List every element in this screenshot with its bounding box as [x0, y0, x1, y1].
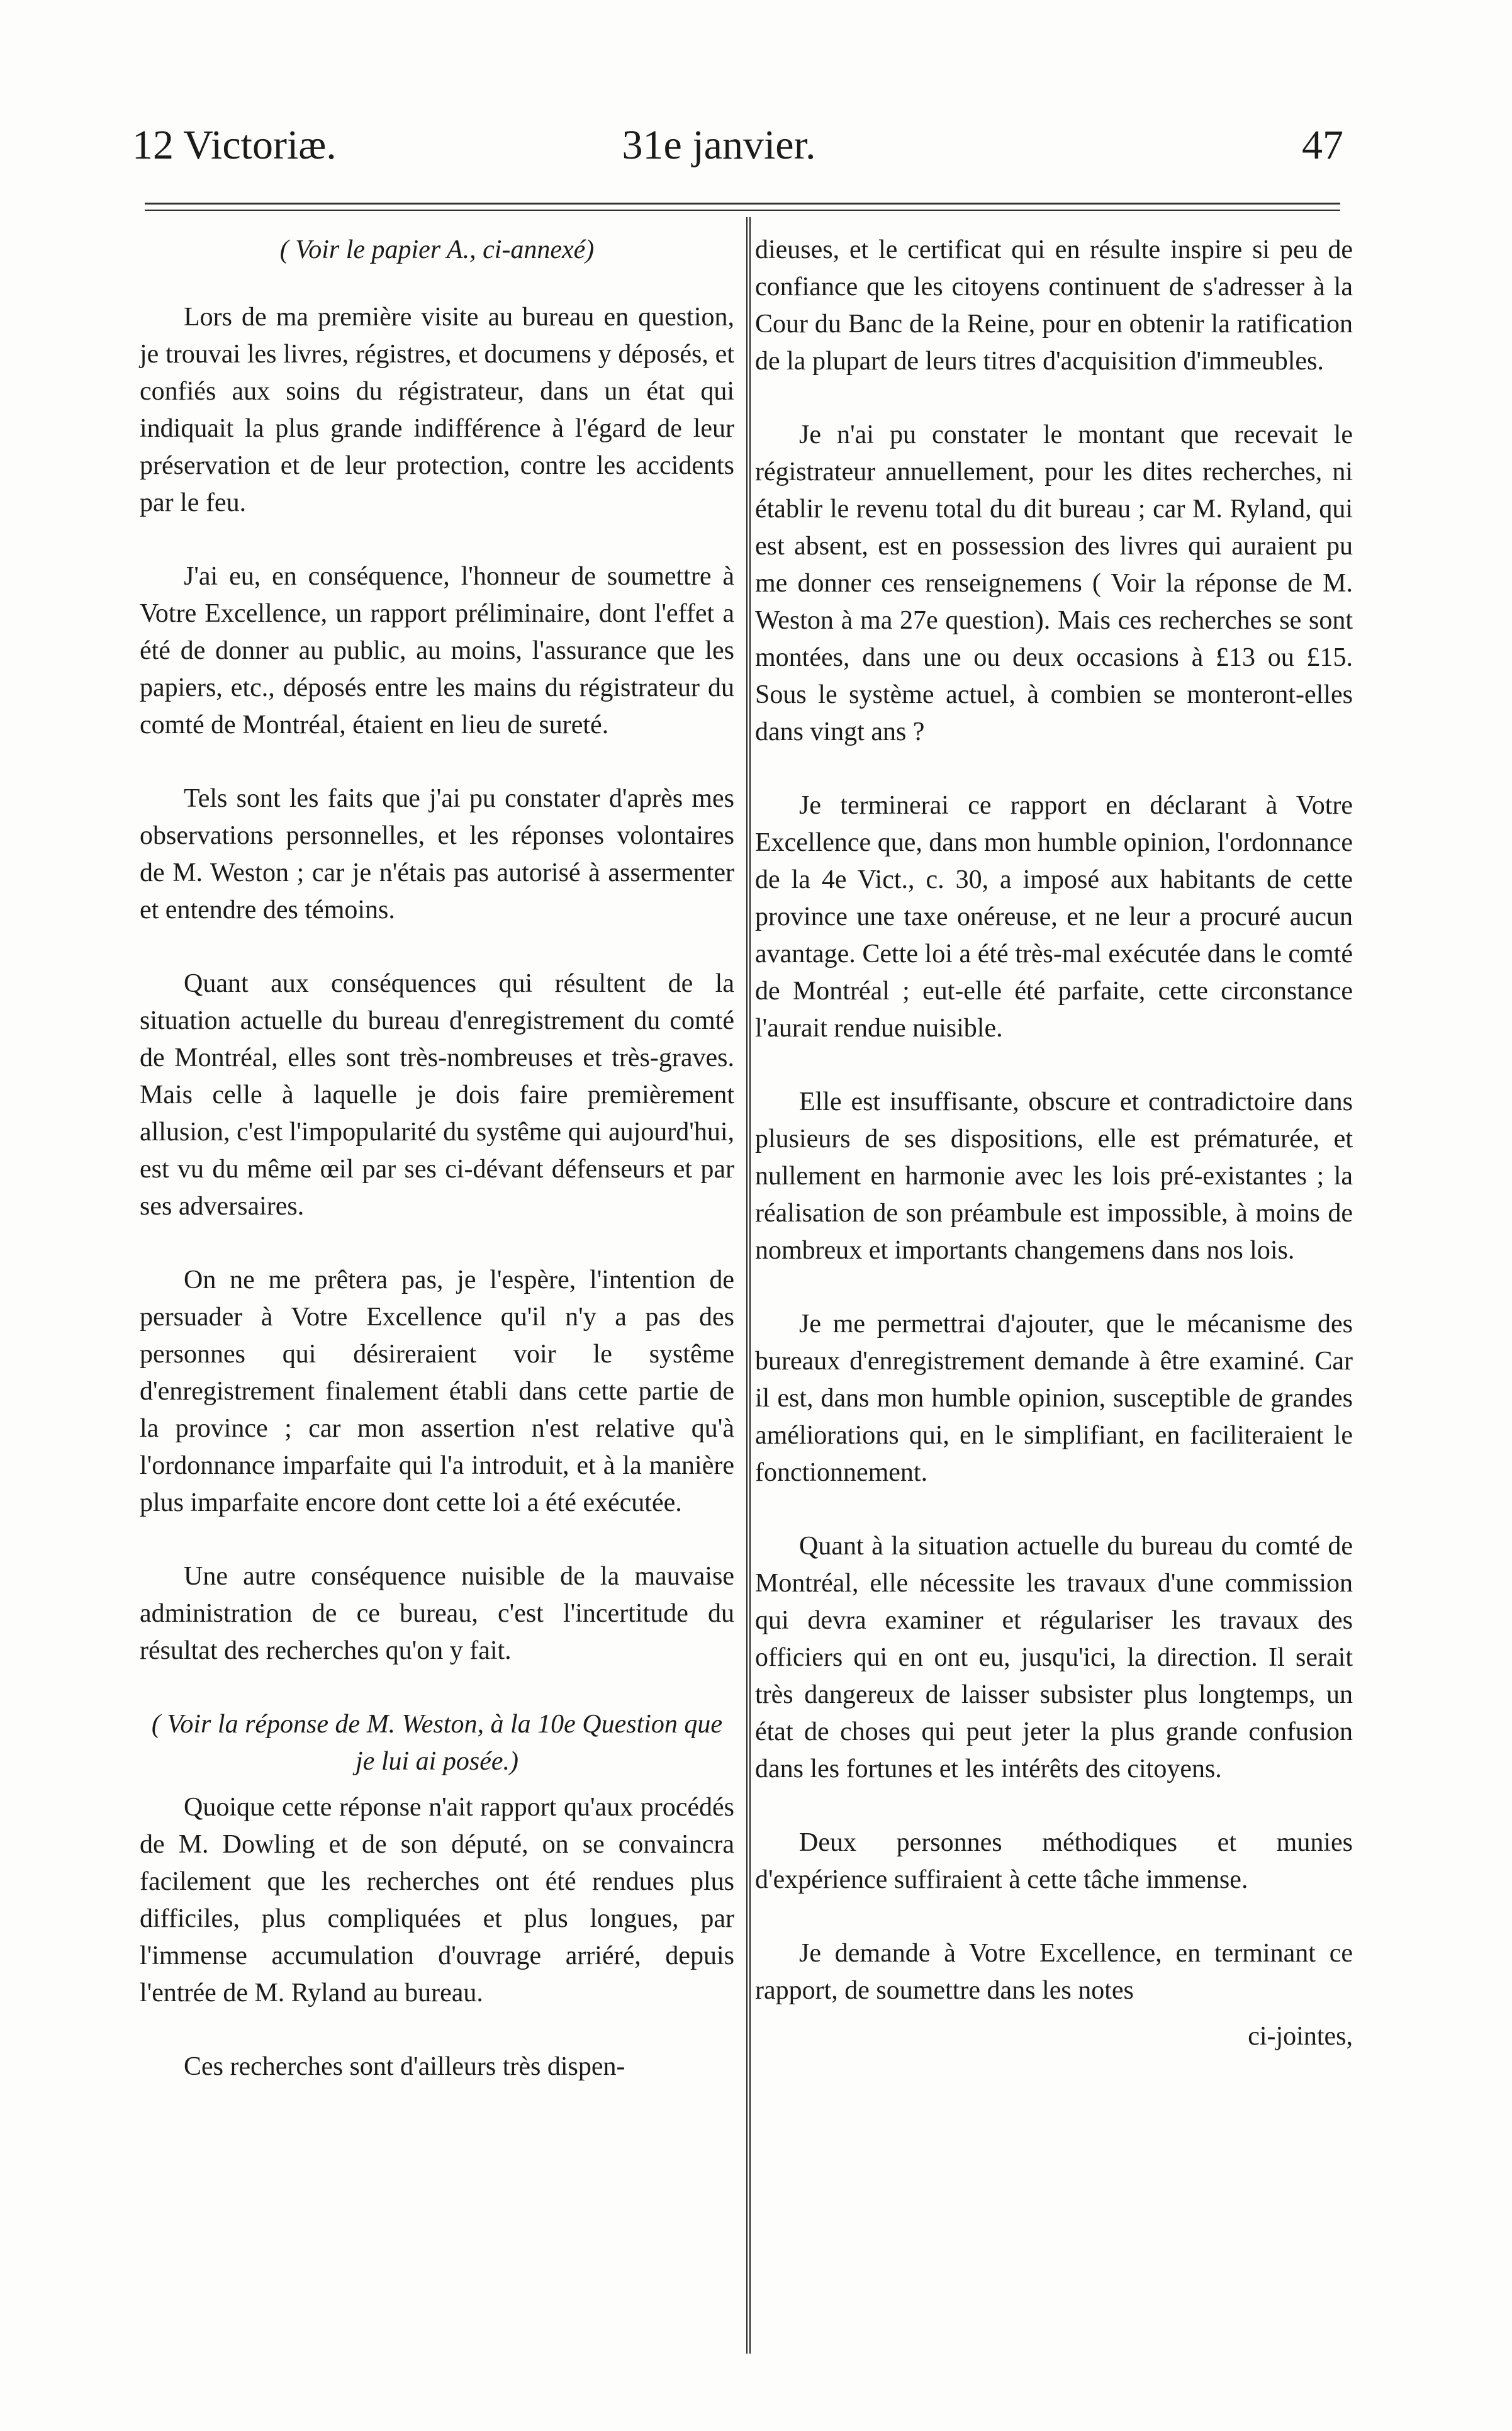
page-number: 47 — [1302, 122, 1343, 168]
catchword: ci-jointes, — [1248, 2022, 1353, 2051]
paragraph: Je n'ai pu constater le montant que recevait le régistrateur annuellement, pour les dites recherches, ni établir le revenu total du dit bureau ; car M. Ryland, qui est absent, est en possession des livres qui auraient pu me donner ces renseignemens ( Voir la réponse de M. Weston à ma 27e question). Mais ces recherches se sont montées, dans une ou deux occasions à £13 ou £15. Sous le système actuel, à combien se monteront-elles dans vingt ans ? — [755, 420, 1353, 746]
paragraph: Quant aux conséquences qui résultent de la situation actuelle du bureau d'enregistrement du comté de Montréal, elles sont très-nombreuses et très-graves. Mais celle à laquelle je dois faire premièrement allusion, c'est l'impopularité du systême qui aujourd'hui, est vu du même œil par ses ci-dévant défenseurs et par ses adversaires. — [140, 969, 734, 1221]
reference-note: ( Voir le papier A., ci-annexé) — [279, 235, 595, 264]
header-session: 12 Victoriæ. — [132, 122, 337, 168]
paragraph: Ces recherches sont d'ailleurs très dispen- — [184, 2052, 625, 2081]
paragraph: Tels sont les faits que j'ai pu constater d'après mes observations personnelles, et les réponses volontaires de M. Weston ; car je n'étais pas autorisé à assermenter et entendre des témoins. — [140, 784, 734, 924]
paragraph: Elle est insuffisante, obscure et contradictoire dans plusieurs de ses dispositions, elle est prématurée, et nullement en harmonie avec les lois pré-existantes ; la réalisation de son préambule est impossible, à moins de nombreux et importants changemens dans nos lois. — [755, 1087, 1353, 1265]
reference-note: ( Voir la réponse de M. Weston, à la 10e Question que je lui ai posée.) — [151, 1710, 723, 1776]
paragraph: Deux personnes méthodiques et munies d'expérience suffiraient à cette tâche immense. — [755, 1828, 1353, 1894]
paragraph: Lors de ma première visite au bureau en question, je trouvai les livres, régistres, et documens y déposés, et confiés aux soins du régistrateur, dans un état qui indiquait la plus grande indifférence à l'égard de leur préservation et de leur protection, contre les accidents par le feu. — [140, 303, 734, 517]
header-rule-top — [145, 203, 1340, 205]
paragraph: Je me permettrai d'ajouter, que le mécanisme des bureaux d'enregistrement demande à être examiné. Car il est, dans mon humble opinion, susceptible de grandes améliorations qui, en le simplifiant, en faciliteraient le fonctionnement. — [755, 1310, 1353, 1487]
paragraph: Une autre conséquence nuisible de la mauvaise administration de ce bureau, c'est l'incertitude du résultat des recherches qu'on y fait. — [140, 1562, 734, 1665]
paragraph: Je terminerai ce rapport en déclarant à Votre Excellence que, dans mon humble opinion, l'ordonnance de la 4e Vict., c. 30, a imposé aux habitants de cette province une taxe onéreuse, et ne leur a procuré aucun avantage. Cette loi a été très-mal exécutée dans le comté de Montréal ; eut-elle été parfaite, cette circonstance l'aurait rendue nuisible. — [755, 791, 1353, 1043]
paragraph: Quant à la situation actuelle du bureau du comté de Montréal, elle nécessite les travaux d'une commission qui devra examiner et régulariser les travaux des officiers qui en ont eu, jusqu'ici, la direction. Il serait très dangereux de laisser subsister plus longtemps, un état de choses qui peut jeter la plus grande confusion dans les fortunes et les intérêts des citoyens. — [755, 1532, 1353, 1783]
header-rule-bottom — [145, 210, 1340, 211]
left-column — [140, 232, 734, 2122]
paragraph: On ne me prêtera pas, je l'espère, l'intention de persuader à Votre Excellence qu'il n'y a pas des personnes qui désireraient voir le systême d'enregistrement finalement établi dans cette partie de la province ; car mon assertion n'est relative qu'à l'ordonnance imparfaite qui l'a introduit, et à la manière plus imparfaite encore dont cette loi a été exécutée. — [140, 1266, 734, 1517]
header-date: 31e janvier. — [622, 122, 816, 168]
column-divider — [746, 217, 751, 2354]
running-header — [132, 110, 1343, 179]
paragraph: Quoique cette réponse n'ait rapport qu'aux procédés de M. Dowling et de son député, on se convaincra facilement que les recherches ont été rendues plus difficiles, plus compliquées et plus longues, par l'immense accumulation d'ouvrage arriéré, depuis l'entrée de M. Ryland au bureau. — [140, 1793, 734, 2007]
paragraph-continued: dieuses, et le certificat qui en résulte inspire si peu de confiance que les citoyens continuent de s'adresser à la Cour du Banc de la Reine, pour en obtenir la ratification de la plupart de leurs titres d'acquisition d'immeubles. — [755, 235, 1353, 376]
paragraph: Je demande à Votre Excellence, en terminant ce rapport, de soumettre dans les notes — [755, 1939, 1353, 2005]
paragraph: J'ai eu, en conséquence, l'honneur de soumettre à Votre Excellence, un rapport préliminaire, dont l'effet a été de donner au public, au moins, l'assurance que les papiers, etc., déposés entre les mains du régistrateur du comté de Montréal, étaient en lieu de sureté. — [140, 562, 734, 739]
right-column — [755, 232, 1353, 2092]
